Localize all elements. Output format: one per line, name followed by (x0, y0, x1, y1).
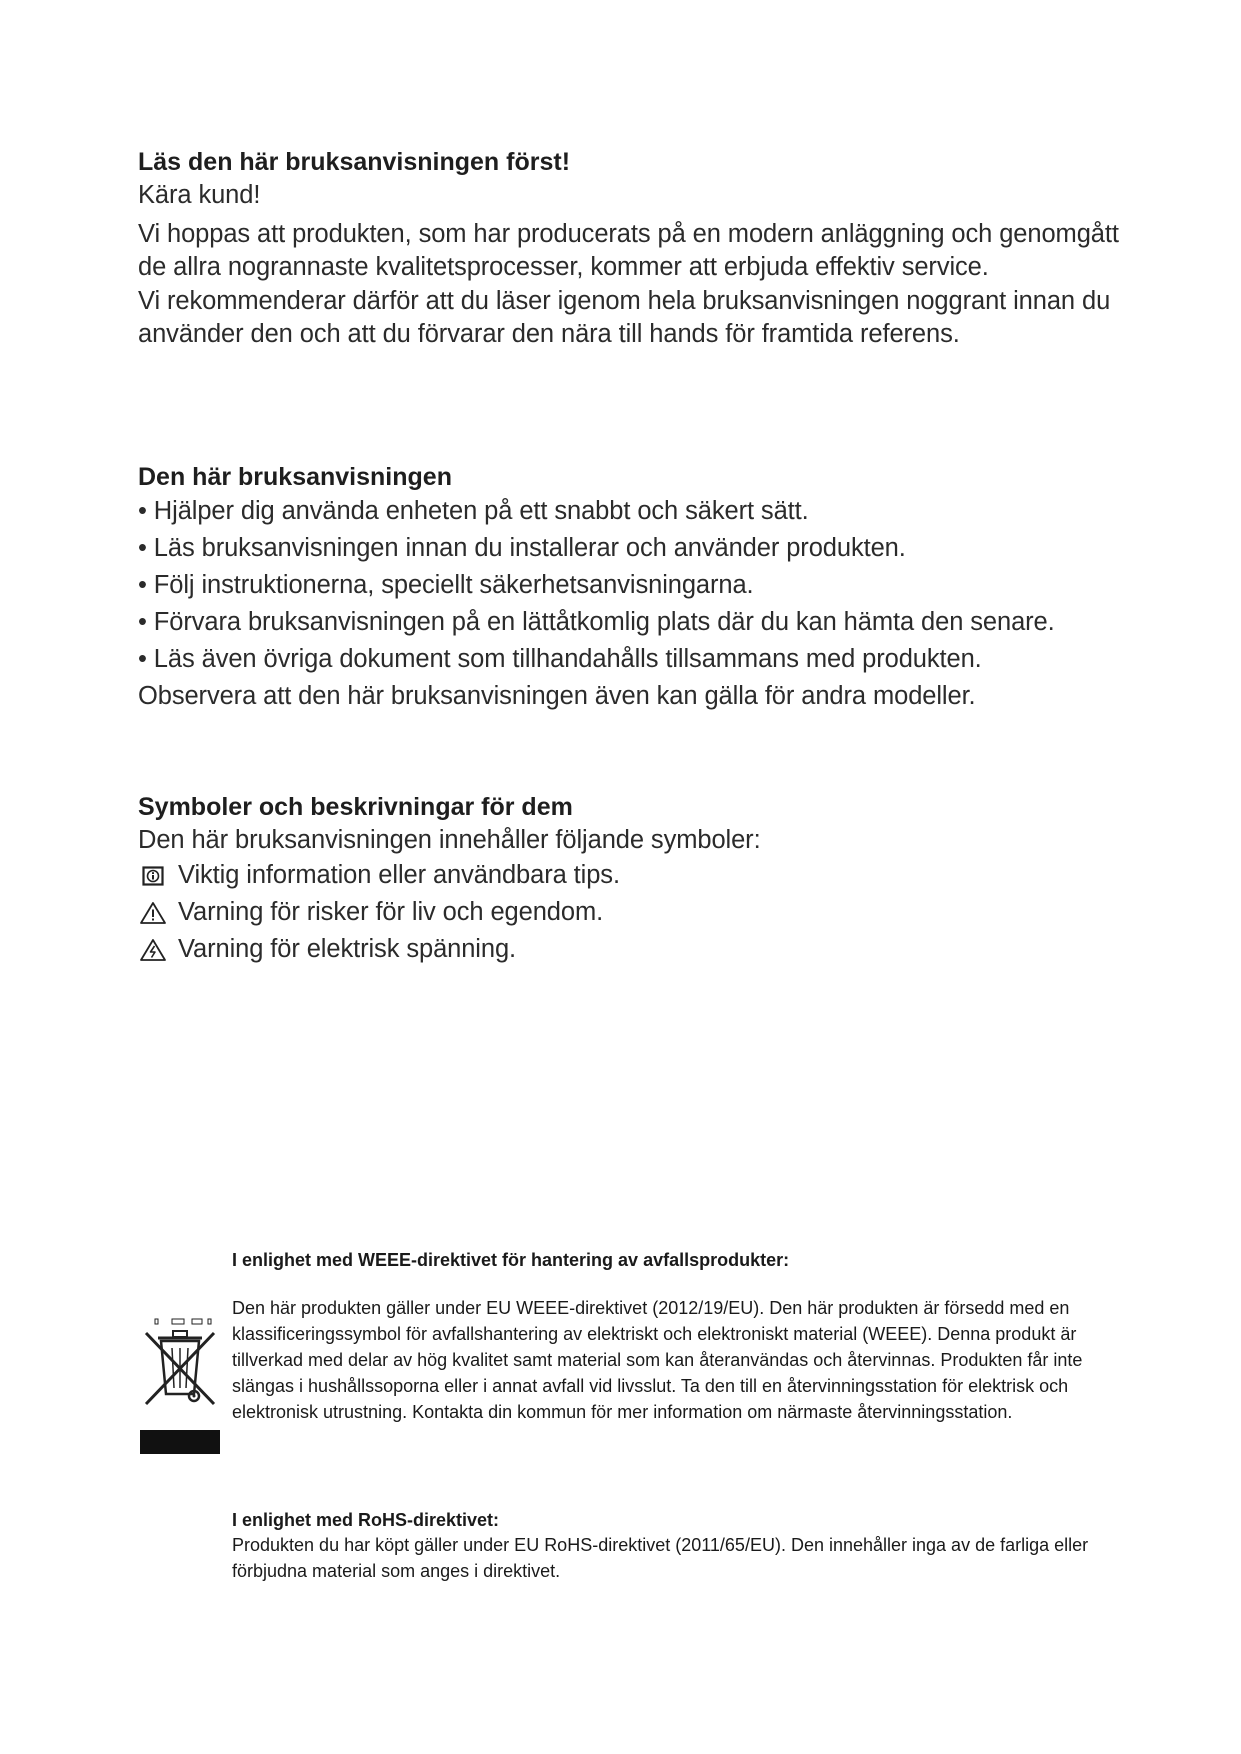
symbols-section (138, 790, 1138, 969)
intro-heading: Läs den här bruksanvisningen först! (138, 148, 571, 176)
symbol-row-electric (138, 932, 1138, 969)
symbol-row-info (138, 858, 1138, 895)
info-icon (138, 862, 168, 890)
manual-heading: Den här bruksanvisningen (138, 463, 452, 491)
rohs-text: Produkten du har köpt gäller under EU RoHS-direktivet (2011/65/EU). Den innehåller inga av de farliga eller förbjudna material som anges i direktivet. (232, 1535, 1089, 1581)
symbol-text-electric: Varning för elektrisk spänning. (178, 935, 517, 964)
electric-warning-icon (138, 936, 168, 964)
intro-section (138, 145, 1138, 352)
rohs-section (232, 1508, 1132, 1584)
weee-section (232, 1248, 1132, 1425)
weee-text: Den här produkten gäller under EU WEEE-direktivet (2012/19/EU). Den här produkten är försedd med en klassificeringssymbol för avfallshantering av elektriskt och elektroniskt material (WEEE). Denna produkt är tillverkad med delar av hög kvalitet samt material som kan återanvändas och återvinnas. Produkten får inte slängas i hushållssoporna eller i annat avfall vid livsslut. Ta den till en återvinningsstation för elektrisk och elektronisk utrustning. Kontakta din kommun för mer information om närmaste återvinningsstation. (232, 1298, 1083, 1422)
symbol-text-warning: Varning för risker för liv och egendom. (178, 898, 604, 927)
symbols-heading: Symboler och beskrivningar för dem (138, 793, 573, 821)
manual-item: • Läs även övriga dokument som tillhandahålls tillsammans med produkten. (138, 645, 982, 673)
weee-heading: I enlighet med WEEE-direktivet för hantering av avfallsprodukter: (232, 1250, 790, 1270)
warning-icon (138, 899, 168, 927)
symbol-row-warning (138, 895, 1138, 932)
manual-item: • Läs bruksanvisningen innan du installerar och använder produkten. (138, 534, 906, 562)
symbol-text-info: Viktig information eller användbara tips. (178, 861, 620, 890)
manual-section (138, 460, 1138, 714)
symbols-intro: Den här bruksanvisningen innehåller följande symboler: (138, 826, 761, 854)
manual-item: • Förvara bruksanvisningen på en lättåtkomlig plats där du kan hämta den senare. (138, 608, 1055, 636)
intro-paragraph-2: Vi rekommenderar därför att du läser igenom hela bruksanvisningen noggrant innan du använder den och att du förvarar den nära till hands för framtida referens. (138, 286, 1111, 348)
rohs-heading: I enlighet med RoHS-direktivet: (232, 1510, 500, 1530)
intro-greeting: Kära kund! (138, 181, 261, 209)
manual-note: Observera att den här bruksanvisningen även kan gälla för andra modeller. (138, 682, 976, 710)
intro-paragraph-1: Vi hoppas att produkten, som har producerats på en modern anläggning och genomgått de allra nogrannaste kvalitetsprocesser, kommer att erbjuda effektiv service. (138, 219, 1119, 281)
manual-item: • Hjälper dig använda enheten på ett snabbt och säkert sätt. (138, 497, 809, 525)
weee-bin-icon (140, 1316, 220, 1456)
manual-item: • Följ instruktionerna, speciellt säkerhetsanvisningarna. (138, 571, 754, 599)
